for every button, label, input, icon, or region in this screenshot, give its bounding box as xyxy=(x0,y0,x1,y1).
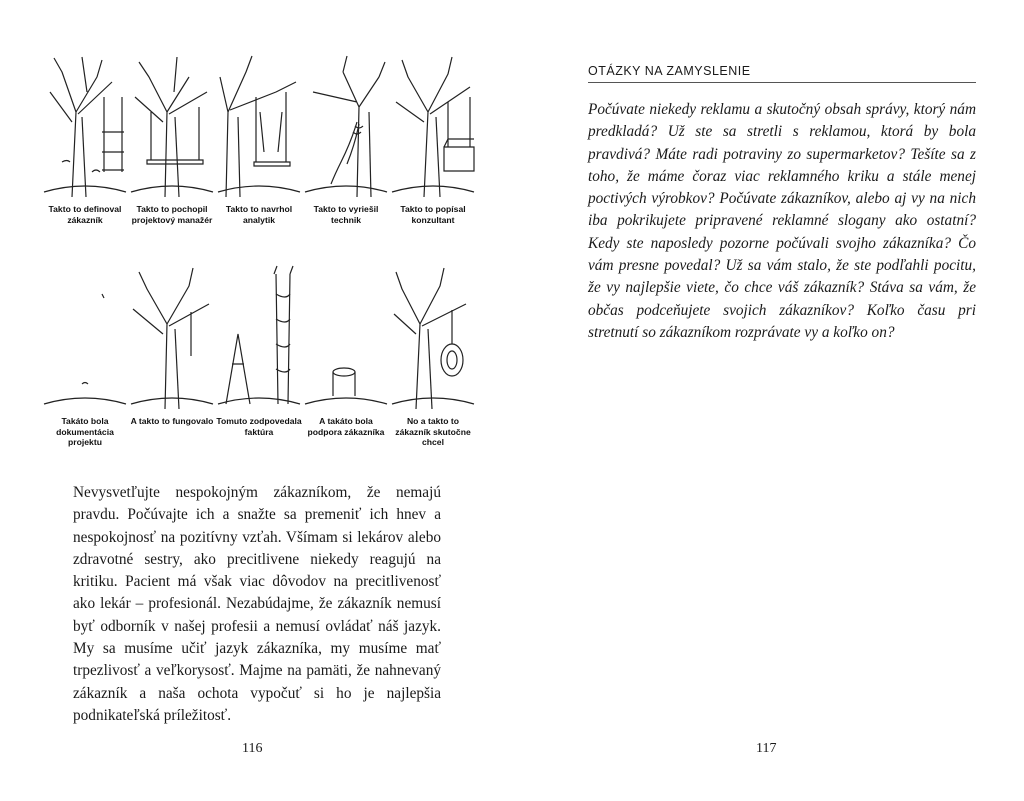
tree-swing-cartoon xyxy=(42,52,478,458)
cartoon-panel-3 xyxy=(216,52,302,225)
cartoon-panel-7 xyxy=(129,264,215,427)
cartoon-panel-1 xyxy=(42,52,128,225)
tree-swing-box-seat-illustration xyxy=(390,52,476,202)
cartoon-panel-2 xyxy=(129,52,215,225)
cartoon-panel-4 xyxy=(303,52,389,225)
cartoon-panel-10 xyxy=(390,264,476,448)
right-page xyxy=(512,0,1024,801)
page-number-right: 117 xyxy=(756,741,777,756)
amusement-ride-illustration xyxy=(216,264,302,414)
reflection-questions-text: Počúvate niekedy reklamu a skutočný obsah správy, ktorý nám predkladá? Už ste sa stretli s reklamou, ktorá by bola pravdivá? Máte radi potraviny zo supermarketov? Tešíte sa z toho, že máme čoraz viac reklamného kriku a stále menej poctivých výrobkov? Počúvate zákazníkov, alebo aj vy na nich iba pokrikujete pripravené reklamné slogany ako ostatní? Kedy ste naposledy pozorne počúvali svojho zákazníka? Čo vám presne povedal? Už sa vám stalo, že ste podľahli pocitu, že vy najlepšie viete, čo chce váš zákazník? Stáva sa vám, že občas podceňujete svojich zákazníkov? Koľko času pri stretnutí so zákazníkom rozprávate vy a koľko on? xyxy=(588,101,976,341)
cartoon-panel-9 xyxy=(303,264,389,437)
cartoon-caption-3: Takto to navrhol analytik xyxy=(225,204,293,225)
cartoon-panel-5 xyxy=(390,52,476,225)
reflection-questions xyxy=(588,99,976,344)
cartoon-caption-7: A takto to fungovalo xyxy=(130,416,214,426)
cartoon-caption-6: Takáto bola dokumentácia projektu xyxy=(56,416,114,447)
tree-swing-cut-trunk-illustration xyxy=(216,52,302,202)
cartoon-caption-5: Takto to popísal konzultant xyxy=(400,204,466,225)
cartoon-caption-8: Tomuto zodpovedala faktúra xyxy=(216,416,302,437)
tree-swing-tied-rope-illustration xyxy=(303,52,389,202)
tree-swing-wide-seat-illustration xyxy=(129,52,215,202)
cartoon-panel-8 xyxy=(216,264,302,437)
cartoon-caption-9: A takáto bola podpora zákazníka xyxy=(307,416,385,437)
cartoon-caption-4: Takto to vyriešil technik xyxy=(313,204,379,225)
tree-tire-swing-illustration xyxy=(390,264,476,414)
cartoon-caption-10: No a takto to zákazník skutočne chcel xyxy=(395,416,471,447)
tree-swing-three-seats-illustration xyxy=(42,52,128,202)
body-paragraph xyxy=(73,482,441,727)
empty-lawn-illustration xyxy=(42,264,128,414)
tree-stump-illustration xyxy=(303,264,389,414)
cartoon-panel-6 xyxy=(42,264,128,448)
cartoon-caption-1: Takto to definoval zákazník xyxy=(48,204,122,225)
section-title: OTÁZKY NA ZAMYSLENIE xyxy=(588,64,976,83)
tree-hanging-rope-illustration xyxy=(129,264,215,414)
page-number-left: 116 xyxy=(242,741,263,756)
cartoon-caption-2: Takto to pochopil projektový manažér xyxy=(131,204,213,225)
body-paragraph-text: Nevysvetľujte nespokojným zákazníkom, že nemajú pravdu. Počúvajte ich a snažte sa premeniť ich hnev a nespokojnosť na pozitívny vzťah. Všímam si lekárov alebo zdravotné sestry, ako precitlivene niekedy reagujú na kritiku. Pacient má však viac dôvodov na precitlivenosť ako lekár – profesionál. Nezabúdajme, že zákazník nemusí byť odborník v našej profesii a nemusí ovládať náš jazyk. My sa musíme učiť jazyk zákazníka, my musíme mať trpezlivosť a veľkorysosť. Majme na pamäti, že nahnevaný zákazník a naša ochota vypočuť si ho je najlepšia podnikateľská príležitosť. xyxy=(73,484,441,724)
